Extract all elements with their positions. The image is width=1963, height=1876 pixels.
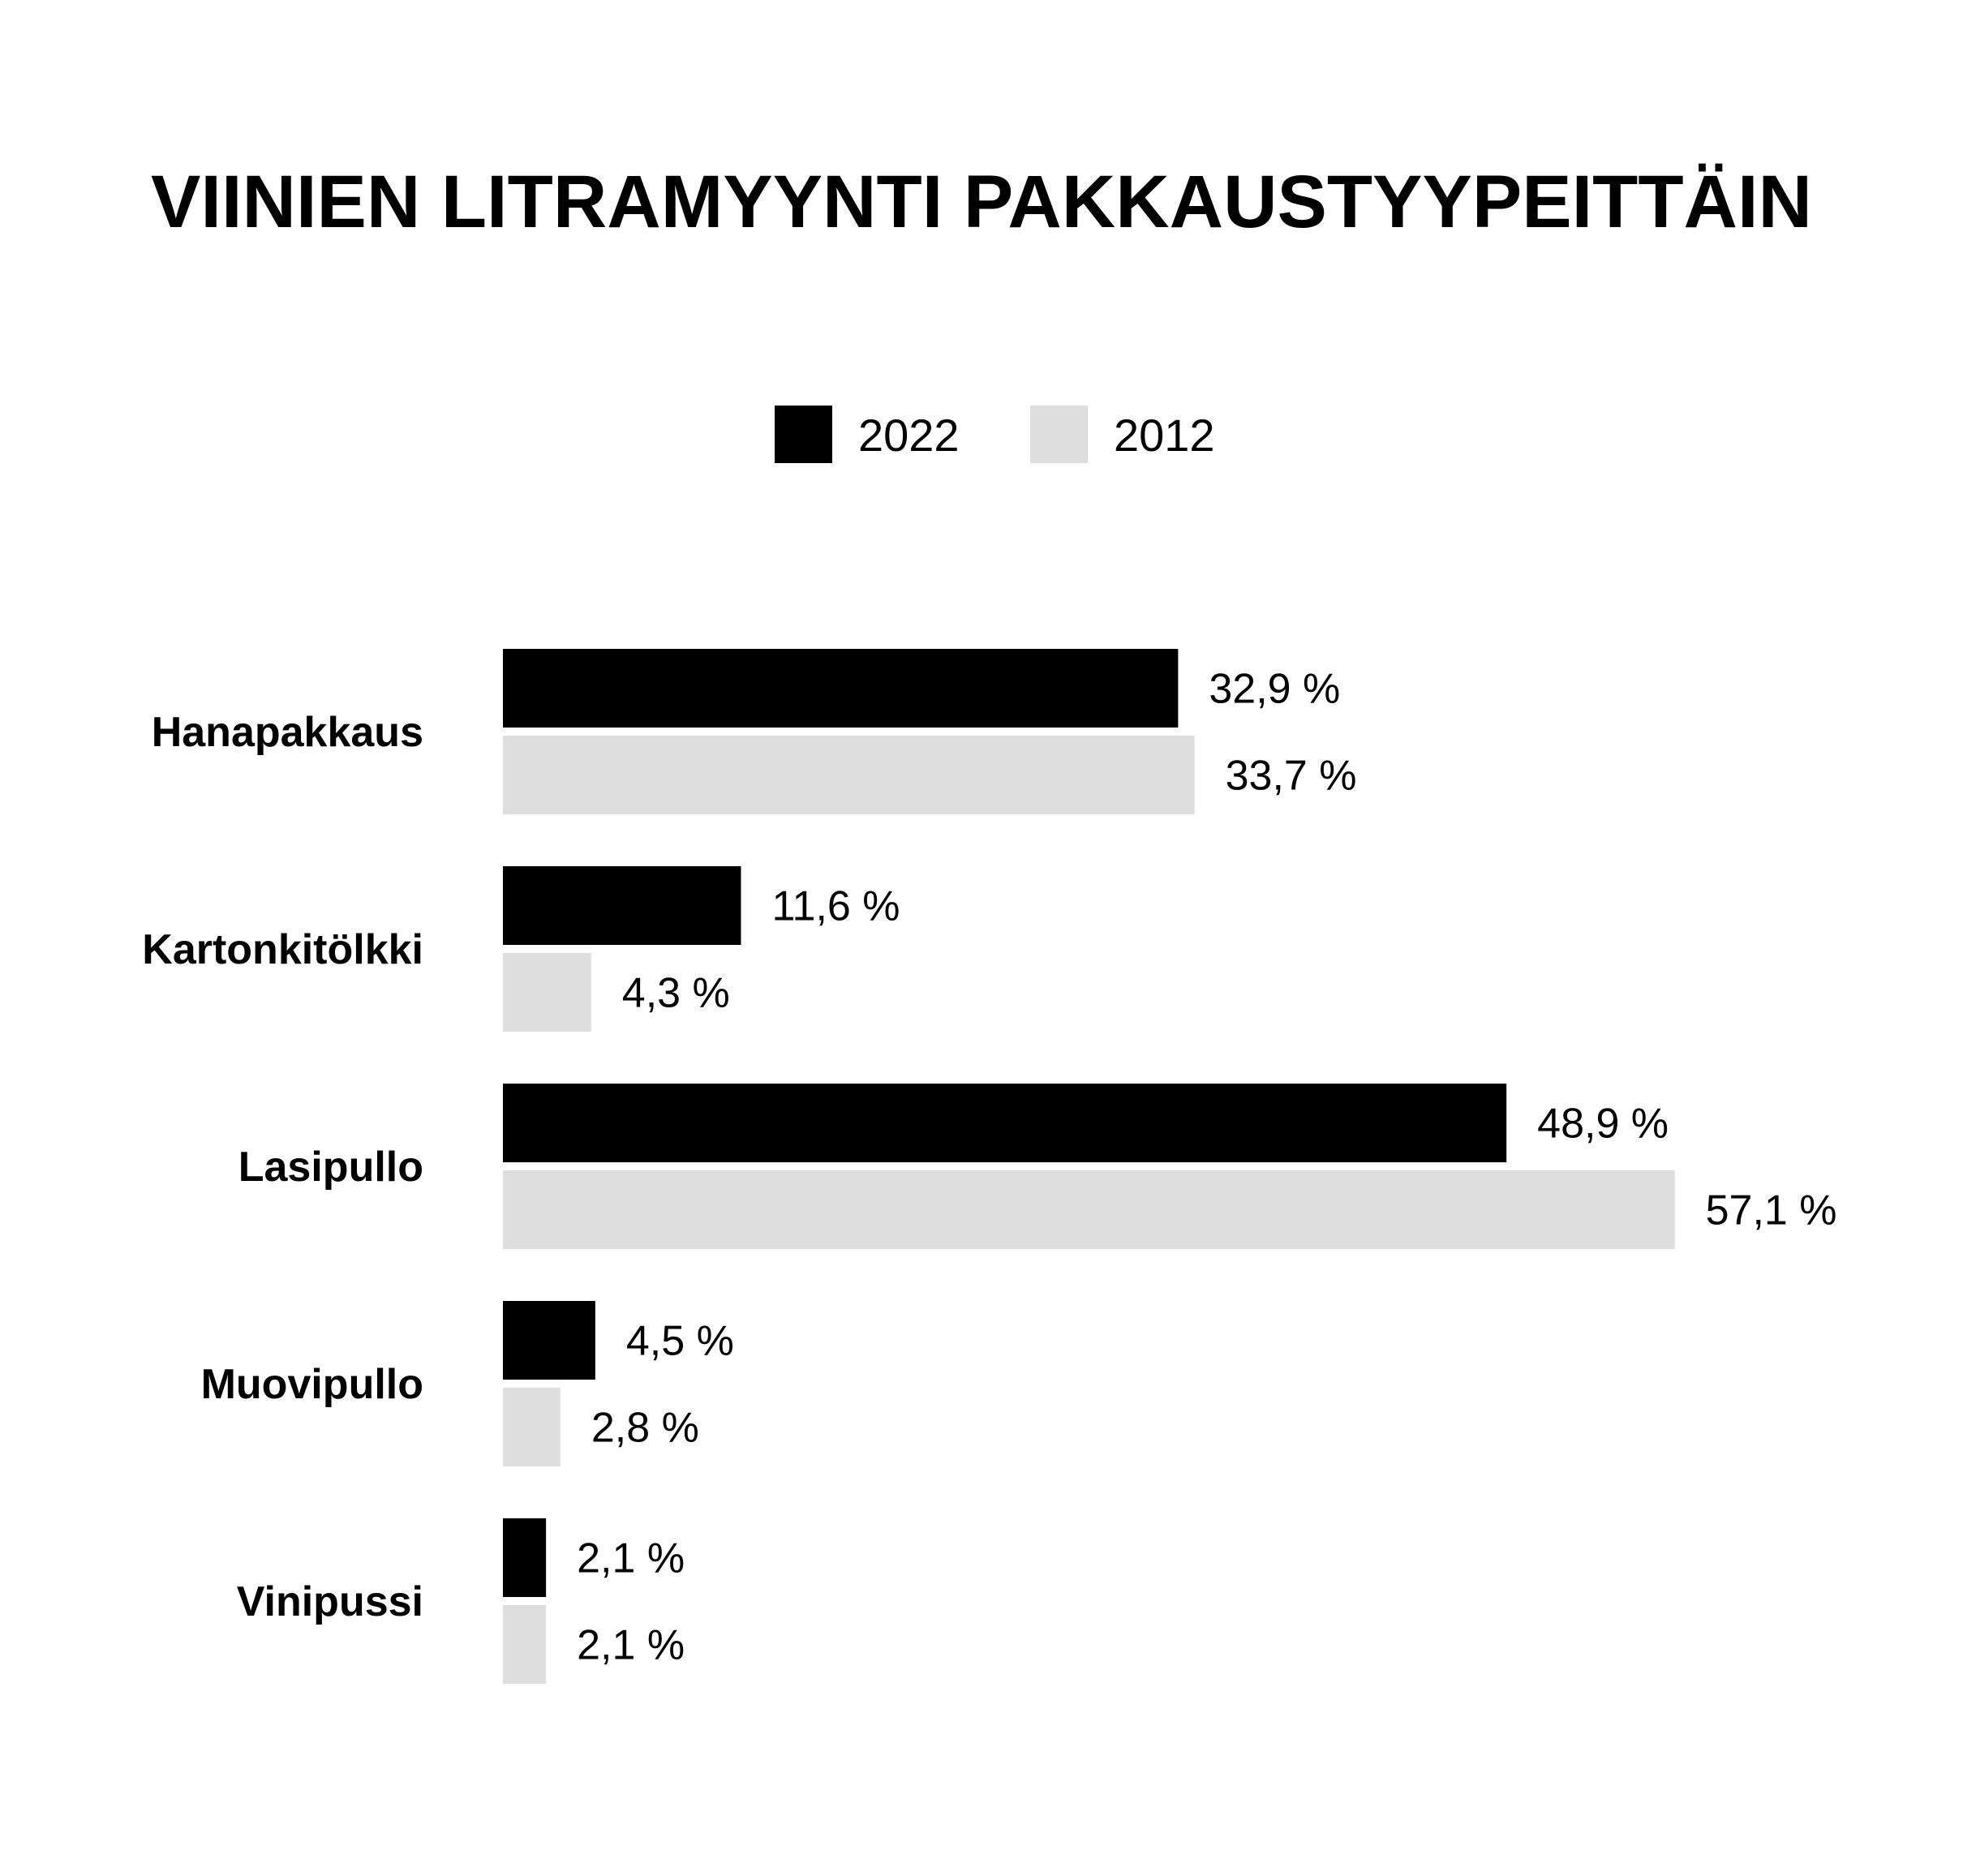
bar-lasipullo-2012	[503, 1170, 1675, 1249]
bar-vinipussi-2022	[503, 1518, 546, 1597]
bar-kartonkit-lkki-2012	[503, 953, 591, 1032]
value-label-kartonkit-lkki-2012: 4,3 %	[621, 969, 730, 1017]
value-label-lasipullo-2022: 48,9 %	[1537, 1100, 1669, 1148]
bar-muovipullo-2022	[503, 1301, 595, 1380]
category-label-hanapakkaus: Hanapakkaus	[151, 709, 423, 756]
legend-label-2022: 2022	[858, 410, 960, 461]
value-label-hanapakkaus-2012: 33,7 %	[1225, 752, 1357, 800]
legend-swatch-2022	[775, 406, 832, 463]
bar-hanapakkaus-2022	[503, 649, 1178, 728]
value-label-lasipullo-2012: 57,1 %	[1705, 1187, 1837, 1234]
legend	[775, 406, 1215, 463]
category-label-lasipullo: Lasipullo	[238, 1144, 423, 1191]
value-label-muovipullo-2022: 4,5 %	[625, 1317, 734, 1365]
value-label-muovipullo-2012: 2,8 %	[591, 1404, 699, 1452]
bar-muovipullo-2012	[503, 1388, 561, 1466]
bar-hanapakkaus-2012	[503, 736, 1195, 814]
category-label-vinipussi: Vinipussi	[236, 1578, 423, 1625]
category-label-kartonkit-lkki: Kartonkitölkki	[142, 926, 423, 973]
value-label-kartonkit-lkki-2022: 11,6 %	[771, 882, 900, 930]
bar-lasipullo-2022	[503, 1084, 1506, 1162]
value-label-hanapakkaus-2022: 32,9 %	[1209, 665, 1341, 713]
chart-title: VIINIEN LITRAMYYNTI PAKKAUSTYYPEITTÄIN	[151, 161, 1812, 243]
plot-area	[142, 649, 1836, 1684]
legend-swatch-2012	[1030, 406, 1088, 463]
bar-kartonkit-lkki-2022	[503, 866, 741, 945]
bar-vinipussi-2012	[503, 1605, 546, 1684]
value-label-vinipussi-2022: 2,1 %	[577, 1535, 685, 1582]
legend-label-2012: 2012	[1114, 410, 1215, 461]
value-label-vinipussi-2012: 2,1 %	[577, 1621, 685, 1669]
category-label-muovipullo: Muovipullo	[200, 1361, 423, 1408]
